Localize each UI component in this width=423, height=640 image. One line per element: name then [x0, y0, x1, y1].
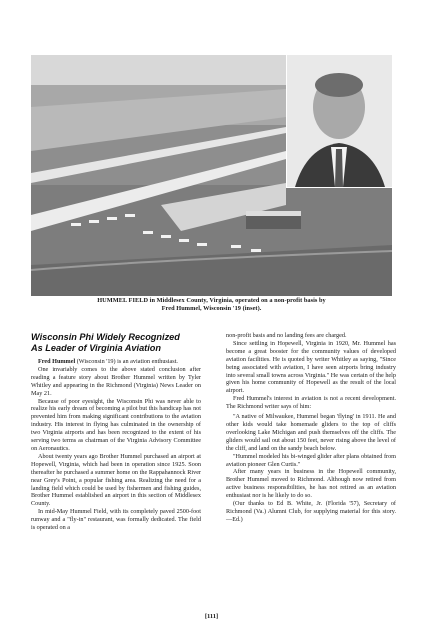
- credit-note: (Our thanks to Ed B. White, Jr. (Florida '57), Secretary of Richmond (Va.) Alumni Club, for supplying material for this story.—Ed.): [226, 500, 396, 523]
- paragraph: One invariably comes to the above stated conclusion after reading a feature story about Brother Hummel written by Tyler Whitley and appearing in the Richmond (Virginia) News Leader on May 21.: [31, 365, 201, 397]
- paragraph: Since settling in Hopewell, Virginia in 1920, Mr. Hummel has become a great booster for the community values of developed aviation facilities. He is quoted by writer Whitley as saying, "Since being associated with aviation, I have seen airports bring industry into several small towns across Virginia." He was certain of the help given his home community of Hopewell as the result of the local airport.: [226, 339, 396, 395]
- subject-name: Fred Hummel: [38, 358, 76, 365]
- paragraph: After many years in business in the Hopewell community, Brother Hummel moved to Richmond. Although now retired from active business responsibilities, he has not retired as an aviation enthusiast nor is he likely to do so.: [226, 468, 396, 500]
- caption-line-2: Fred Hummel, Wisconsin '19 (inset).: [161, 305, 262, 312]
- paragraph: non-profit basis and no landing fees are charged.: [226, 332, 347, 339]
- left-column: [31, 332, 201, 532]
- quote-paragraph: "Hummel modeled his bi-winged glider after plans obtained from aviation pioneer Glen Curtis.": [226, 452, 396, 468]
- paragraph: In mid-May Hummel Field, with its completely paved 2500-foot runway and a "fly-in" restaurant, was formally dedicated. The field is operated on a: [31, 508, 201, 532]
- portrait-photo: [286, 55, 392, 188]
- caption-line-1: HUMMEL FIELD in Middlesex County, Virginia, operated on a non-profit basis by: [97, 297, 326, 304]
- photo-caption: [40, 297, 383, 313]
- article-headline: [31, 332, 201, 354]
- headline-line-1: Wisconsin Phi Widely Recognized: [31, 332, 180, 342]
- photo-area: [31, 55, 392, 296]
- paragraph: [31, 358, 201, 366]
- headline-line-2: As Leader of Virginia Aviation: [31, 343, 162, 353]
- paragraph: About twenty years ago Brother Hummel purchased an airport at Hopewell, Virginia, which had been in operation since 1925. Soon thereafter he purchased a summer home on the Rappahannock River near Grey's Point, a popular fishing area. Realizing the need for a landing field which could be used by fishermen and fishing guides, Brother Hummel established an airport in this section of Middlesex County.: [31, 452, 201, 508]
- paragraph: Because of poor eyesight, the Wisconsin Phi was never able to realize his early dream of becoming a pilot but this handicap has not prevented him from making significant contributions to the aviation industry. His interest in flying has culminated in the ownership of two Virginia airports and has been recognized to the extent of his serving two terms as chairman of the Virginia Advisory Committee on Aeronautics.: [31, 397, 201, 452]
- right-column: [226, 332, 396, 524]
- quote-paragraph: "A native of Milwaukee, Hummel began 'flying' in 1911. He and other kids would take homemade gliders to the top of cliffs overlooking Lake Michigan and push themselves off the cliffs. The gliders would sail out about 150 feet, never rising above the level of the cliff, and land on the sandy beach below.: [226, 413, 396, 452]
- page-number: [111]: [204, 613, 219, 620]
- paragraph: Fred Hummel's interest in aviation is not a recent development. The Richmond writer says of him:: [226, 395, 396, 411]
- paragraph-text: (Wisconsin '19) is an aviation enthusiast.: [75, 358, 178, 365]
